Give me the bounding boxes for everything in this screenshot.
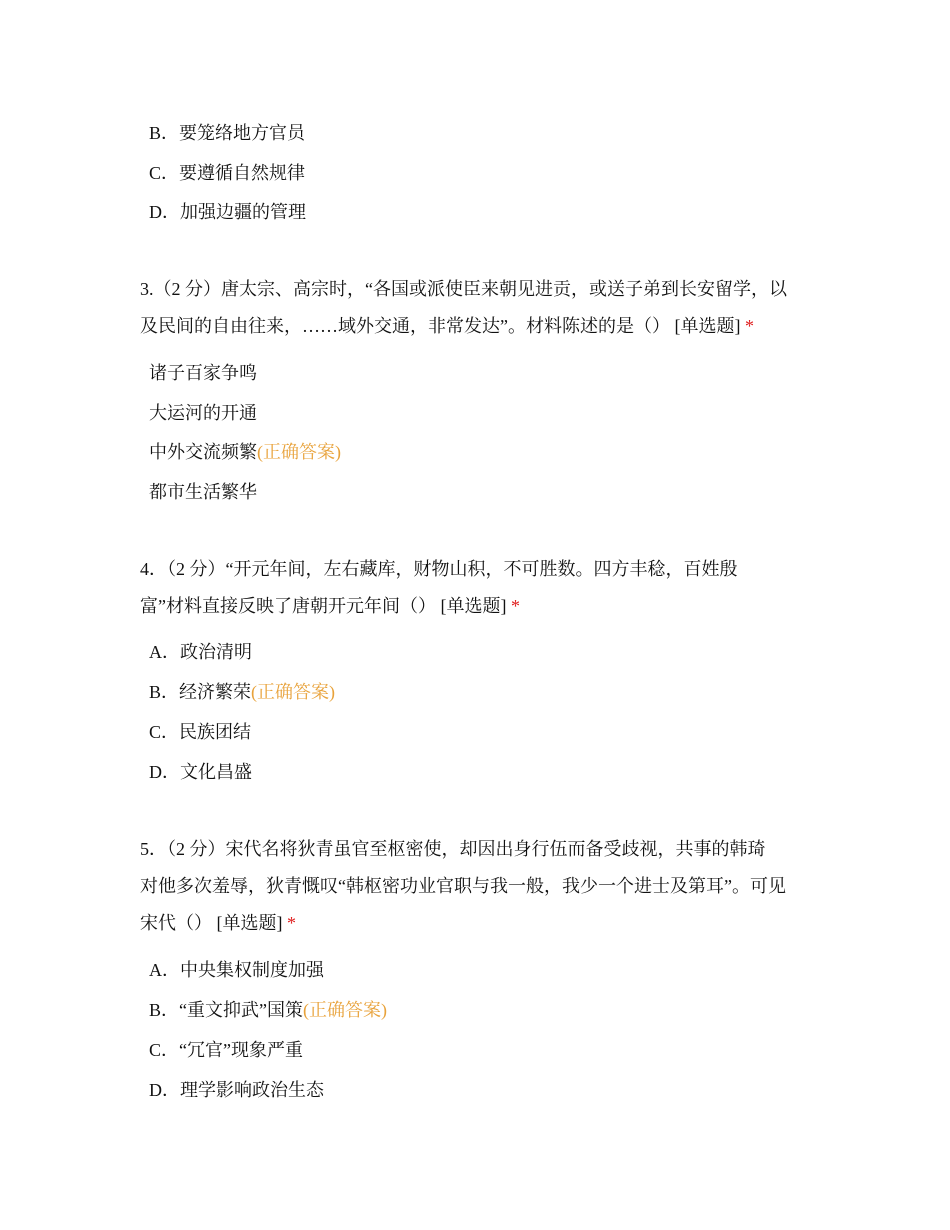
q2-option-c[interactable]: C．要遵循自然规律 — [149, 163, 306, 183]
question-5-line-1: 5．（2 分）宋代名将狄青虽官至枢密使，却因出身行伍而备受歧视，共事的韩琦 — [140, 839, 766, 859]
q4-option-c[interactable]: C．民族团结 — [149, 722, 252, 742]
question-4-line-2: 富”材料直接反映了唐朝开元年间（） [单选题] * — [140, 596, 520, 616]
q5-option-b[interactable]: B．“重文抑武”国策(正确答案) — [149, 1000, 387, 1020]
required-mark: * — [510, 596, 520, 616]
question-3-stem — [140, 271, 830, 345]
question-5-stem — [140, 831, 830, 942]
correct-answer-tag: (正确答案) — [251, 682, 336, 702]
question-5-line-2: 对他多次羞辱，狄青慨叹“韩枢密功业官职与我一般，我少一个进士及第耳”。可见 — [140, 876, 786, 896]
question-4-line-1: 4．（2 分）“开元年间，左右藏库，财物山积，不可胜数。四方丰稔，百姓殷 — [140, 559, 738, 579]
correct-answer-tag: (正确答案) — [257, 442, 341, 462]
required-mark: * — [287, 913, 296, 933]
question-5-line-3: 宋代（） [单选题] * — [140, 913, 296, 933]
q3-option-3[interactable]: 中外交流频繁(正确答案) — [149, 442, 341, 462]
q5-option-c[interactable]: C．“冗官”现象严重 — [149, 1040, 303, 1060]
q4-option-b[interactable]: B．经济繁荣(正确答案) — [149, 682, 336, 702]
question-3-line-2: 及民间的自由往来，……域外交通，非常发达”。材料陈述的是（） [单选题] * — [140, 316, 754, 336]
q3-option-1[interactable]: 诸子百家争鸣 — [149, 363, 257, 383]
q4-option-a[interactable]: A．政治清明 — [149, 642, 252, 662]
question-3-line-1: 3.（2 分）唐太宗、高宗时，“各国或派使臣来朝见进贡，或送子弟到长安留学，以 — [140, 279, 787, 299]
q2-option-d[interactable]: D．加强边疆的管理 — [149, 202, 306, 222]
q4-option-d[interactable]: D．文化昌盛 — [149, 762, 252, 782]
q3-option-4[interactable]: 都市生活繁华 — [149, 482, 257, 502]
required-mark: * — [744, 316, 754, 336]
q5-option-a[interactable]: A．中央集权制度加强 — [149, 960, 324, 980]
question-4-stem — [140, 551, 830, 625]
q2-option-b[interactable]: B．要笼络地方官员 — [149, 123, 306, 143]
q5-option-d[interactable]: D．理学影响政治生态 — [149, 1080, 324, 1100]
q3-option-2[interactable]: 大运河的开通 — [149, 403, 257, 423]
correct-answer-tag: (正确答案) — [302, 1000, 387, 1020]
